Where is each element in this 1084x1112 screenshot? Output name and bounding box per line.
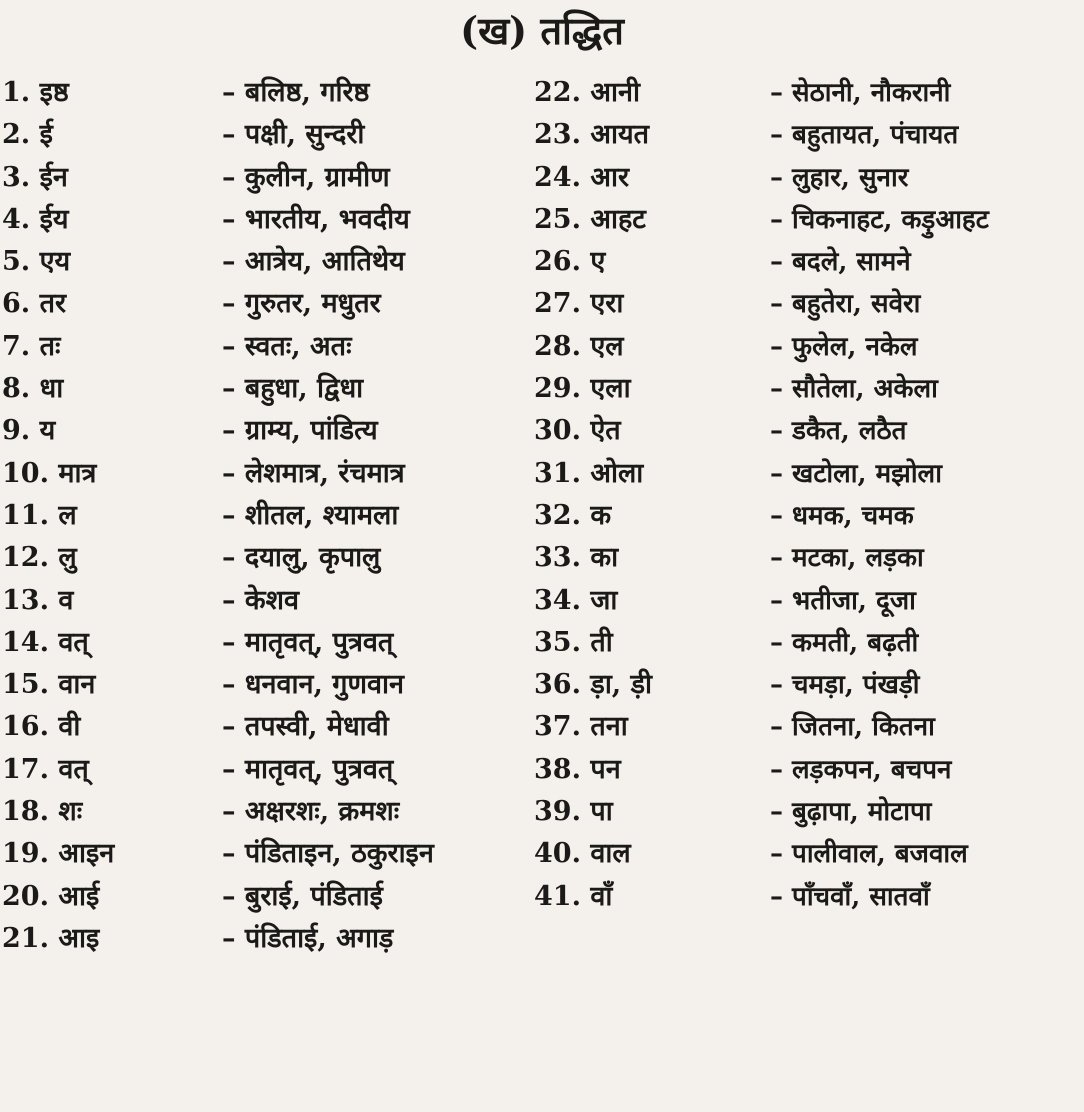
suffix-examples: – खटोला, मझोला	[770, 458, 942, 489]
suffix-examples: – आत्रेय, आतिथेय	[222, 246, 405, 278]
suffix-label: 30. ऐत	[534, 415, 621, 447]
suffix-examples: – फुलेल, नकेल	[770, 331, 918, 362]
suffix-examples: – पंडिताइन, ठकुराइन	[222, 838, 434, 870]
suffix-label: 16. वी	[2, 711, 81, 743]
suffix-label: 41. वाँ	[534, 880, 613, 912]
suffix-examples: – पाँचवाँ, सातवाँ	[770, 881, 930, 912]
suffix-examples: – सौतेला, अकेला	[770, 374, 938, 405]
suffix-label: 27. एरा	[534, 288, 624, 320]
suffix-examples: – भतीजा, दूजा	[770, 585, 916, 616]
suffix-examples: – बहुधा, द्विधा	[222, 373, 364, 405]
suffix-label: 1. इष्ठ	[2, 77, 69, 108]
suffix-examples: – बुढ़ापा, मोटापा	[770, 797, 932, 828]
suffix-examples: – भारतीय, भवदीय	[222, 203, 410, 235]
suffix-label: 38. पन	[534, 753, 621, 785]
suffix-label: 39. पा	[534, 796, 613, 828]
suffix-examples: – पालीवाल, बजवाल	[770, 839, 968, 870]
suffix-examples: – लुहार, सुनार	[770, 162, 909, 193]
suffix-examples: – धमक, चमक	[770, 500, 914, 531]
suffix-label: 17. वत्	[2, 753, 89, 785]
suffix-label: 11. ल	[2, 499, 77, 531]
suffix-label: 35. ती	[534, 626, 613, 658]
suffix-label: 7. तः	[2, 330, 61, 362]
suffix-examples: – मटका, लड़का	[770, 543, 924, 574]
suffix-label: 32. क	[534, 499, 612, 531]
suffix-label: 8. धा	[2, 373, 64, 405]
suffix-label: 3. ईन	[2, 161, 68, 193]
suffix-examples: – डकैत, लठैत	[770, 416, 907, 447]
suffix-label: 20. आई	[2, 880, 100, 912]
suffix-label: 26. ए	[534, 246, 606, 278]
suffix-examples: – केशव	[222, 584, 300, 616]
suffix-examples: – सेठानी, नौकरानी	[770, 78, 951, 108]
suffix-label: 36. ड़ा, ड़ी	[534, 669, 653, 701]
suffix-examples: – कमती, बढ़ती	[770, 627, 919, 658]
suffix-examples: – जितना, कितना	[770, 712, 935, 743]
suffix-label: 25. आहट	[534, 203, 646, 235]
suffix-examples: – बहुतेरा, सवेरा	[770, 289, 921, 320]
suffix-examples: – शीतल, श्यामला	[222, 499, 399, 531]
suffix-label: 22. आनी	[534, 77, 640, 108]
suffix-examples: – पक्षी, सुन्दरी	[222, 119, 365, 151]
suffix-examples: – पंडिताई, अगाड़	[222, 922, 394, 954]
suffix-examples: – स्वतः, अतः	[222, 330, 352, 362]
suffix-examples: – बुराई, पंडिताई	[222, 880, 383, 912]
suffix-examples: – बलिष्ठ, गरिष्ठ	[222, 77, 370, 108]
suffix-label: 18. शः	[2, 796, 83, 828]
suffix-label: 37. तना	[534, 711, 628, 743]
suffix-label: 5. एय	[2, 246, 71, 278]
suffix-label: 34. जा	[534, 584, 618, 616]
suffix-examples: – चिकनाहट, कड़ुआहट	[770, 204, 989, 235]
suffix-label: 21. आइ	[2, 922, 100, 954]
suffix-examples: – बदले, सामने	[770, 247, 911, 278]
suffix-examples: – मातृवत्, पुत्रवत्	[222, 626, 394, 658]
suffix-label: 6. तर	[2, 288, 67, 320]
suffix-examples: – कुलीन, ग्रामीण	[222, 161, 390, 193]
suffix-label: 4. ईय	[2, 203, 69, 235]
suffix-examples: – ग्राम्य, पांडित्य	[222, 415, 378, 447]
suffix-label: 33. का	[534, 542, 619, 574]
suffix-label: 15. वान	[2, 669, 96, 701]
suffix-label: 10. मात्र	[2, 457, 97, 489]
suffix-examples: – लेशमात्र, रंचमात्र	[222, 457, 405, 489]
suffix-examples: – बहुतायत, पंचायत	[770, 120, 959, 151]
suffix-label: 2. ई	[2, 119, 53, 151]
suffix-examples: – दयालु, कृपालु	[222, 542, 381, 574]
suffix-label: 12. लु	[2, 542, 77, 574]
suffix-label: 19. आइन	[2, 838, 115, 870]
suffix-label: 40. वाल	[534, 838, 631, 870]
suffix-label: 28. एल	[534, 330, 624, 362]
suffix-examples: – तपस्वी, मेधावी	[222, 711, 389, 743]
suffix-label: 24. आर	[534, 161, 630, 193]
suffix-label: 9. य	[2, 415, 56, 447]
suffix-examples: – अक्षरशः, क्रमशः	[222, 796, 400, 828]
suffix-label: 14. वत्	[2, 626, 89, 658]
suffix-label: 31. ओला	[534, 457, 644, 489]
suffix-examples: – लड़कपन, बचपन	[770, 754, 952, 785]
suffix-examples: – चमड़ा, पंखड़ी	[770, 670, 920, 701]
suffix-examples: – धनवान, गुणवान	[222, 669, 404, 701]
section-title: (ख) तद्धित	[460, 8, 624, 53]
suffix-label: 23. आयत	[534, 119, 650, 151]
suffix-examples: – गुरुतर, मधुतर	[222, 288, 381, 320]
suffix-label: 29. एला	[534, 373, 631, 405]
suffix-label: 13. व	[2, 584, 74, 616]
suffix-examples: – मातृवत्, पुत्रवत्	[222, 753, 394, 785]
